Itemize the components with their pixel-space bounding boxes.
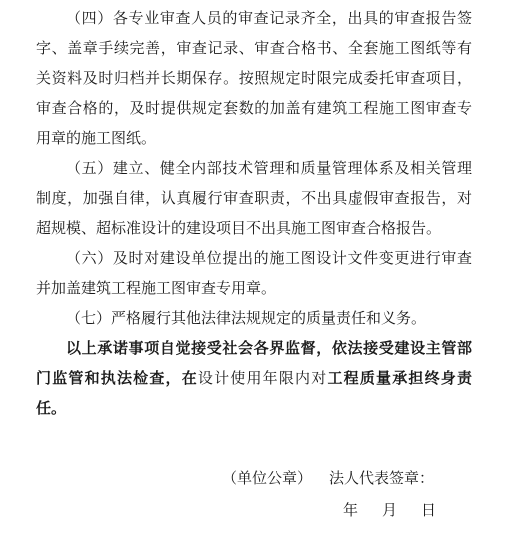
seal-label: （单位公章） xyxy=(222,469,313,487)
text-line: （七）严格履行其他法律法规规定的质量责任和义务。 xyxy=(66,309,427,327)
text-line: （四）各专业审查人员的审查记录齐全，出具的审查报告签 xyxy=(66,9,472,27)
text-line: 任。 xyxy=(36,399,67,417)
text-line: 并加盖建筑工程施工图审查专用章。 xyxy=(36,279,277,297)
month-label: 月 xyxy=(382,501,398,519)
text-bold: 工程质量承担终身责 xyxy=(327,369,472,387)
text-line: 制度，加强自律，认真履行审查职责，不出具虚假审查报告，对 xyxy=(36,189,472,207)
text-line: 以上承诺事项自觉接受社会各界监督，依法接受建设主管部 xyxy=(66,339,472,357)
text-line: 超规模、超标准设计的建设项目不出具施工图审查合格报告。 xyxy=(36,219,442,237)
text-normal: 设计使用年限内对 xyxy=(197,369,328,387)
text-line: 用章的施工图纸。 xyxy=(36,129,157,147)
text-line: 字、盖章手续完善，审查记录、审查合格书、全套施工图纸等有 xyxy=(36,39,472,57)
text-line: （五）建立、健全内部技术管理和质量管理体系及相关管理 xyxy=(66,159,472,177)
day-label: 日 xyxy=(421,501,437,519)
text-line: （六）及时对建设单位提出的施工图设计文件变更进行审查 xyxy=(66,249,472,267)
text-bold: 门监管和执法检查，在 xyxy=(36,369,198,387)
year-label: 年 xyxy=(343,501,359,519)
legal-rep-label: 法人代表签章： xyxy=(329,469,435,487)
text-line: 审查合格的，及时提供规定套数的加盖有建筑工程施工图审查专 xyxy=(36,99,472,117)
text-line: 关资料及时归档并长期保存。按照规定时限完成委托审查项目， xyxy=(36,69,472,87)
text-line xyxy=(36,368,472,388)
